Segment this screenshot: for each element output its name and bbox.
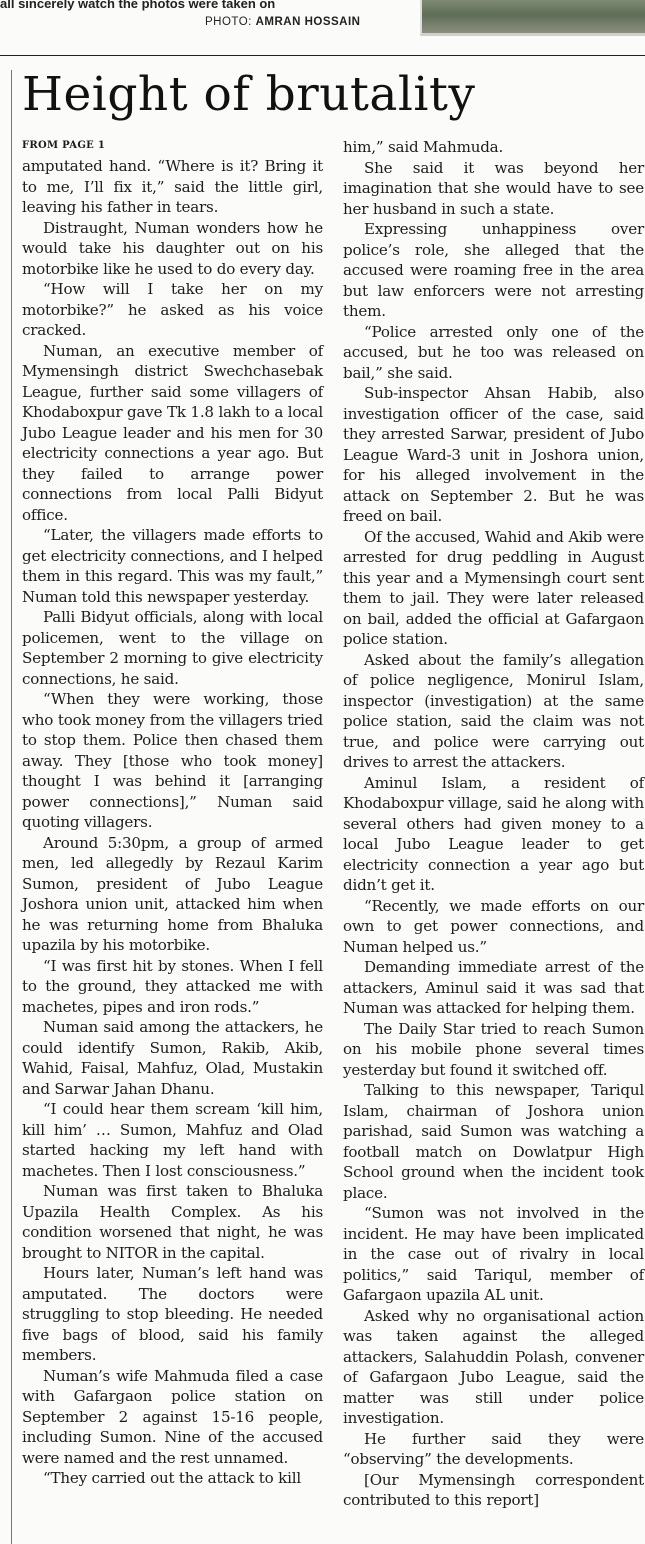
article-paragraph: Talking to this newspaper, Tariqul Islam, chairman of Joshora union parishad, said Sumon was watching a football match on Dowlatpur High School ground when the incident took place. xyxy=(343,1081,644,1202)
article-paragraph: Of the accused, Wahid and Akib were arrested for drug peddling in August this year and a Mymensingh court sent them to jail. They were later released on bail, added the official at Gafargaon police station. xyxy=(343,527,644,648)
article-paragraph: Numan said among the attackers, he could identify Sumon, Rakib, Akib, Wahid, Faisal, Mahfuz, Olad, Mustakin and Sarwar Jahan Dhanu. xyxy=(22,1018,323,1098)
article-paragraph: “Later, the villagers made efforts to get electricity connections, and I helped them in this regard. This was my fault,” Numan told this newspaper yesterday. xyxy=(22,526,323,606)
article-paragraph: “Sumon was not involved in the incident. He may have been implicated in the case out of rivalry in local politics,” said Tariqul, member of Gafargaon upazila AL unit. xyxy=(343,1204,644,1304)
photo-credit xyxy=(205,16,360,28)
article-paragraph: “They carried out the attack to kill xyxy=(43,1469,301,1487)
article-paragraph: She said it was beyond her imagination that she would have to see her husband in such a state. xyxy=(343,158,644,218)
article-paragraph: him,” said Mahmuda. xyxy=(343,138,504,156)
article-paragraph: [Our Mymensingh correspondent contributed to this report] xyxy=(343,1470,644,1509)
article-paragraph: Expressing unhappiness over police’s role, she alleged that the accused were roaming free in the area but law enforcers were not arresting them. xyxy=(343,220,644,320)
article-paragraph: Distraught, Numan wonders how he would take his daughter out on his motorbike like he used to do every day. xyxy=(22,218,323,278)
headline: Height of brutality xyxy=(22,67,476,122)
article-paragraph: “I could hear them scream ‘kill him, kill him’ … Sumon, Mahfuz and Olad started hacking my left hand with machetes. Then I lost consciousness.” xyxy=(22,1100,323,1180)
article-paragraph: “When they were working, those who took money from the villagers tried to stop them. Police then chased them away. They [those who took money] thought I was behind it [arranging power connections],” Numan said quoting villagers. xyxy=(22,690,323,831)
photo-credit-name: AMRAN HOSSAIN xyxy=(255,16,361,28)
article-paragraph: Numan’s wife Mahmuda filed a case with Gafargaon police station on September 2 against 15-16 people, including Sumon. Nine of the accused were named and the rest unnamed. xyxy=(22,1366,323,1467)
article-paragraph: He further said they were “observing” the developments. xyxy=(343,1429,644,1468)
article-paragraph: Sub-inspector Ahsan Habib, also investigation officer of the case, said they arrested Sarwar, president of Jubo League Ward-3 unit in Joshora union, for his alleged involvement in the attack on September 2. But he was freed on bail. xyxy=(343,384,644,525)
continued-from-kicker: FROM PAGE 1 xyxy=(22,140,106,151)
article-paragraph: Asked about the family’s allegation of police negligence, Monirul Islam, inspector (investigation) at the same police station, said the claim was not true, and police were carrying out drives to arrest the attackers. xyxy=(343,650,644,771)
article-column-right xyxy=(343,137,644,1511)
article-paragraph: Palli Bidyut officials, along with local policemen, went to the village on September 2 morning to give electricity connections, he said. xyxy=(22,608,323,688)
right-paragraphs xyxy=(343,137,644,1511)
article-paragraph: Aminul Islam, a resident of Khodaboxpur village, said he along with several others had given money to a local Jubo League leader to get electricity connection a year ago but didn’t get it. xyxy=(343,773,644,894)
section-divider xyxy=(0,55,645,56)
article-paragraph: “I was first hit by stones. When I fell to the ground, they attacked me with machetes, pipes and iron rods.” xyxy=(22,956,323,1016)
article-paragraph: “Police arrested only one of the accused, but he too was released on bail,” she said. xyxy=(343,322,644,382)
article-paragraph: Asked why no organisational action was taken against the alleged attackers, Salahuddin Polash, convener of Gafargaon Jubo League, said the matter was still under police investigation. xyxy=(343,1306,644,1427)
article-paragraph: Demanding immediate arrest of the attackers, Aminul said it was sad that Numan was attacked for helping them. xyxy=(343,958,644,1017)
article-paragraph: The Daily Star tried to reach Sumon on his mobile phone several times yesterday but found it switched off. xyxy=(343,1019,644,1079)
article-paragraph: Numan, an executive member of Mymensingh district Swechchasebak League, further said some villagers of Khodaboxpur gave Tk 1.8 lakh to a local Jubo League leader and his men for 30 electricity connections a year ago. But they failed to arrange power connections from local Palli Bidyut office. xyxy=(22,341,323,524)
column-margin-rule xyxy=(11,70,12,1544)
left-paragraphs xyxy=(22,156,323,1489)
photo-credit-prefix: PHOTO: xyxy=(205,16,256,28)
article-paragraph: Numan was first taken to Bhaluka Upazila Health Complex. As his condition worsened that night, he was brought to NITOR in the capital. xyxy=(22,1182,323,1262)
article-paragraph: Hours later, Numan’s left hand was amputated. The doctors were struggling to stop bleeding. He needed five bags of blood, said his family members. xyxy=(22,1264,323,1364)
previous-photo-caption: all sincerely watch the photos were taken on xyxy=(0,0,276,11)
article-column-left xyxy=(22,136,323,1489)
article-paragraph: “Recently, we made efforts on our own to get power connections, and Numan helped us.” xyxy=(343,896,644,956)
article-paragraph: “How will I take her on my motorbike?” he asked as his voice cracked. xyxy=(22,280,323,339)
article-paragraph: Around 5:30pm, a group of armed men, led allegedly by Rezaul Karim Sumon, president of Jubo League Joshora union unit, attacked him when he was returning home from Bhaluka upazila by his motorbike. xyxy=(22,833,323,954)
photo-image xyxy=(420,0,645,36)
article-paragraph: amputated hand. “Where is it? Bring it to me, I’ll fix it,” said the little girl, leaving his father in tears. xyxy=(22,157,323,216)
